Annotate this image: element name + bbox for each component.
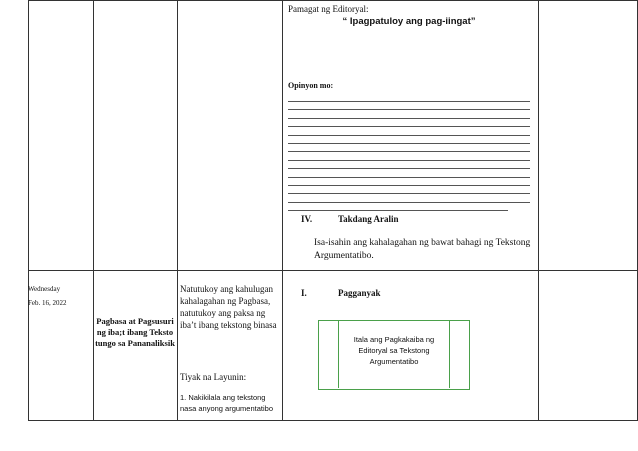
- pagganyak-heading: Pagganyak: [338, 288, 381, 298]
- column-border: [177, 0, 178, 420]
- row-border: [28, 270, 638, 271]
- answer-line: [288, 118, 530, 119]
- answer-line: [288, 210, 508, 211]
- answer-line: [288, 168, 530, 169]
- specific-objective-label: Tiyak na Layunin:: [180, 372, 247, 382]
- answer-line: [288, 143, 530, 144]
- row-border: [28, 0, 638, 1]
- answer-line: [288, 109, 530, 110]
- answer-line: [288, 185, 530, 186]
- editorial-title: “ Ipagpatuloy ang pag-iingat”: [342, 16, 476, 27]
- subject-label: Pagbasa at Pagsusuri ng iba;t ibang Teksto tungo sa Pananaliksik: [95, 316, 175, 348]
- row-border: [28, 420, 638, 421]
- editorial-label: Pamagat ng Editoryal:: [288, 4, 369, 14]
- answer-line: [288, 193, 530, 194]
- pagganyak-numeral: I.: [301, 288, 307, 298]
- activity-box-text: Itala ang Pagkakaiba ng Editoryal sa Tekstong Argumentatibo: [353, 335, 435, 366]
- takdang-body: Isa-isahin ang kahalagahan ng bawat bahagi ng Tekstong Argumentatibo.: [314, 238, 531, 261]
- activity-box-divider: [449, 320, 450, 388]
- answer-line: [288, 177, 530, 178]
- answer-line: [288, 135, 530, 136]
- answer-line: [288, 160, 530, 161]
- column-border: [93, 0, 94, 420]
- column-border: [28, 0, 29, 420]
- takdang-heading: Takdang Aralin: [338, 214, 399, 224]
- answer-line: [288, 126, 530, 127]
- date-label: Feb. 16, 2022: [28, 299, 67, 307]
- answer-line: [288, 202, 530, 203]
- takdang-numeral: IV.: [301, 214, 313, 224]
- opinion-label: Opinyon mo:: [288, 81, 334, 90]
- column-border: [282, 0, 283, 420]
- objective-text: Natutukoy ang kahulugan kahalagahan ng Pagbasa, natutukoy ang paksa ng iba’t ibang tekstong binasa: [180, 284, 277, 330]
- day-label: Wednesday: [28, 285, 61, 293]
- specific-objective-item: 1. Nakikilala ang tekstong nasa anyong argumentatibo: [180, 393, 273, 413]
- answer-line: [288, 151, 530, 152]
- column-border: [538, 0, 539, 420]
- answer-line: [288, 101, 530, 102]
